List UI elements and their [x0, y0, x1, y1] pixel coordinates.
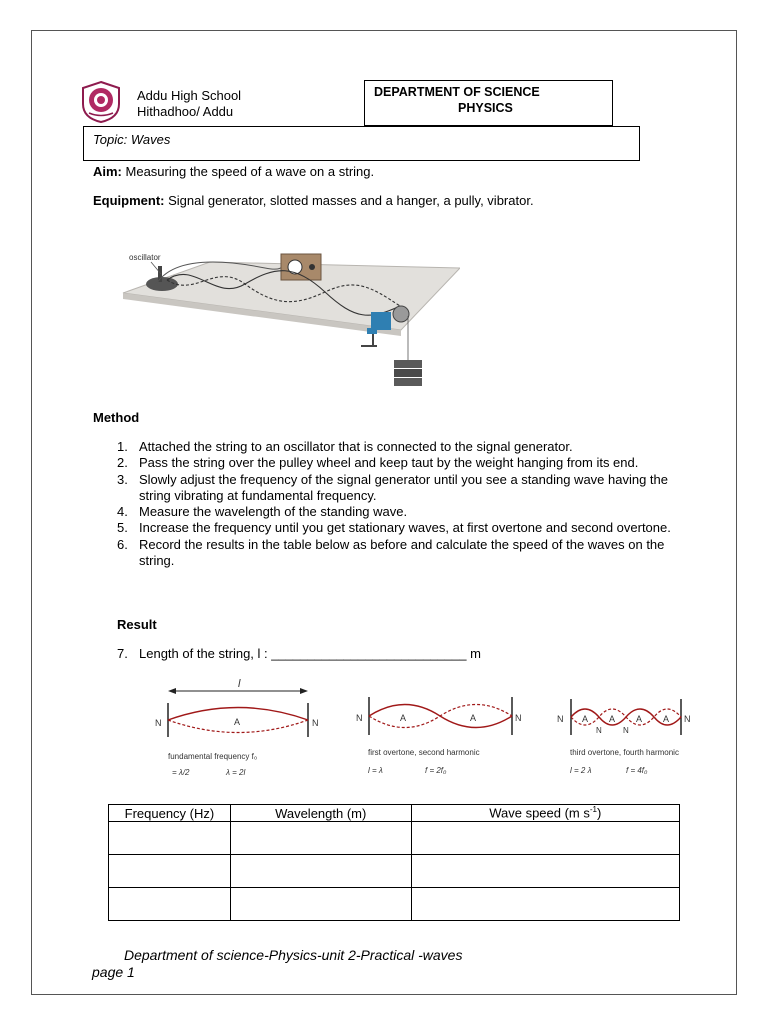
table-row [109, 888, 680, 921]
table-cell[interactable] [411, 855, 679, 888]
method-heading: Method [93, 410, 140, 425]
department-title: DEPARTMENT OF SCIENCE [374, 85, 540, 99]
antinode-label: A [234, 717, 241, 727]
node-label: N [155, 718, 162, 728]
oscillator-label: oscillator [129, 253, 161, 262]
topic-text: Topic: Waves [93, 132, 171, 147]
antinode-label: A [636, 714, 643, 724]
list-item: 3. Slowly adjust the frequency of the signal generator until you see a standing wave having the string vibrating at fundamental frequency. [117, 471, 669, 503]
table-cell[interactable] [411, 822, 679, 855]
first-overtone-frequency: f = 2f₀ [425, 766, 447, 775]
antinode-label: A [470, 713, 477, 723]
table-header-row [109, 805, 680, 822]
table-cell[interactable] [230, 822, 411, 855]
school-location: Hithadhoo/ Addu [137, 104, 234, 119]
aim-label: Aim: [93, 164, 122, 179]
page-number: page 1 [92, 964, 135, 980]
frequency-header: Frequency (Hz) [109, 805, 231, 822]
list-item: 2. Pass the string over the pulley wheel and keep taut by the weight hanging from its end. [117, 455, 639, 471]
string-length-line: 7. Length of the string, l : ___________________________ m [117, 646, 481, 661]
fundamental-relation: = λ/2 [172, 768, 190, 777]
method-steps [117, 439, 677, 569]
table-cell[interactable] [109, 855, 231, 888]
table-cell[interactable] [230, 855, 411, 888]
department-box [364, 80, 613, 126]
aim-line [93, 164, 374, 180]
node-label: N [684, 714, 691, 724]
node-label: N [596, 726, 602, 735]
node-label: N [557, 714, 564, 724]
harmonics-diagram [150, 675, 710, 785]
third-overtone-relation: l = 2 λ [570, 766, 592, 775]
first-overtone-relation: l = λ [368, 766, 383, 775]
third-overtone-diagram [557, 699, 691, 775]
list-item: 4. Measure the wavelength of the standing wave. [117, 504, 408, 520]
third-overtone-frequency: f = 4f₀ [626, 766, 648, 775]
table-row [109, 822, 680, 855]
node-label: N [623, 726, 629, 735]
aim-text: Measuring the speed of a wave on a string. [125, 164, 375, 179]
fundamental-wavelength: λ = 2l [226, 768, 246, 777]
antinode-label: A [582, 714, 589, 724]
first-overtone-diagram [356, 697, 522, 775]
equipment-line [93, 193, 534, 209]
apparatus-figure [115, 240, 460, 392]
third-overtone-caption: third overtone, fourth harmonic [570, 748, 679, 757]
footer-title: Department of science-Physics-unit 2-Practical -waves [124, 947, 463, 963]
table-cell[interactable] [109, 888, 231, 921]
table-cell[interactable] [109, 822, 231, 855]
node-label: N [312, 718, 319, 728]
fundamental-caption: fundamental frequency f₀ [168, 752, 258, 761]
results-table [108, 804, 680, 921]
fundamental-diagram [155, 678, 319, 777]
node-label: N [356, 713, 363, 723]
equipment-label: Equipment: [93, 193, 165, 208]
string-length-text: Length of the string, l : ___________________________ m [139, 646, 481, 661]
list-item: 1. Attached the string to an oscillator that is connected to the signal generator. [117, 439, 573, 454]
list-item: 6. Record the results in the table below as before and calculate the speed of the waves on the string. [117, 536, 665, 569]
equipment-text: Signal generator, slotted masses and a hanger, a pully, vibrator. [168, 193, 534, 208]
length-label: l [238, 678, 241, 690]
school-logo [80, 80, 122, 124]
antinode-label: A [609, 714, 616, 724]
table-cell[interactable] [411, 888, 679, 921]
topic-box [83, 126, 640, 161]
wave-speed-header: Wave speed (m $s^{-1}$) [411, 805, 679, 822]
subject-title: PHYSICS [458, 101, 513, 115]
school-name: Addu High School [137, 88, 242, 103]
list-item: 5. Increase the frequency until you get stationary waves, at first overtone and second overtone. [117, 520, 671, 536]
table-cell[interactable] [230, 888, 411, 921]
wavelength-header: Wavelength (m) [230, 805, 411, 822]
node-label: N [515, 713, 522, 723]
antinode-label: A [400, 713, 407, 723]
first-overtone-caption: first overtone, second harmonic [368, 748, 480, 757]
result-heading: Result [117, 617, 157, 632]
antinode-label: A [663, 714, 670, 724]
table-row [109, 855, 680, 888]
